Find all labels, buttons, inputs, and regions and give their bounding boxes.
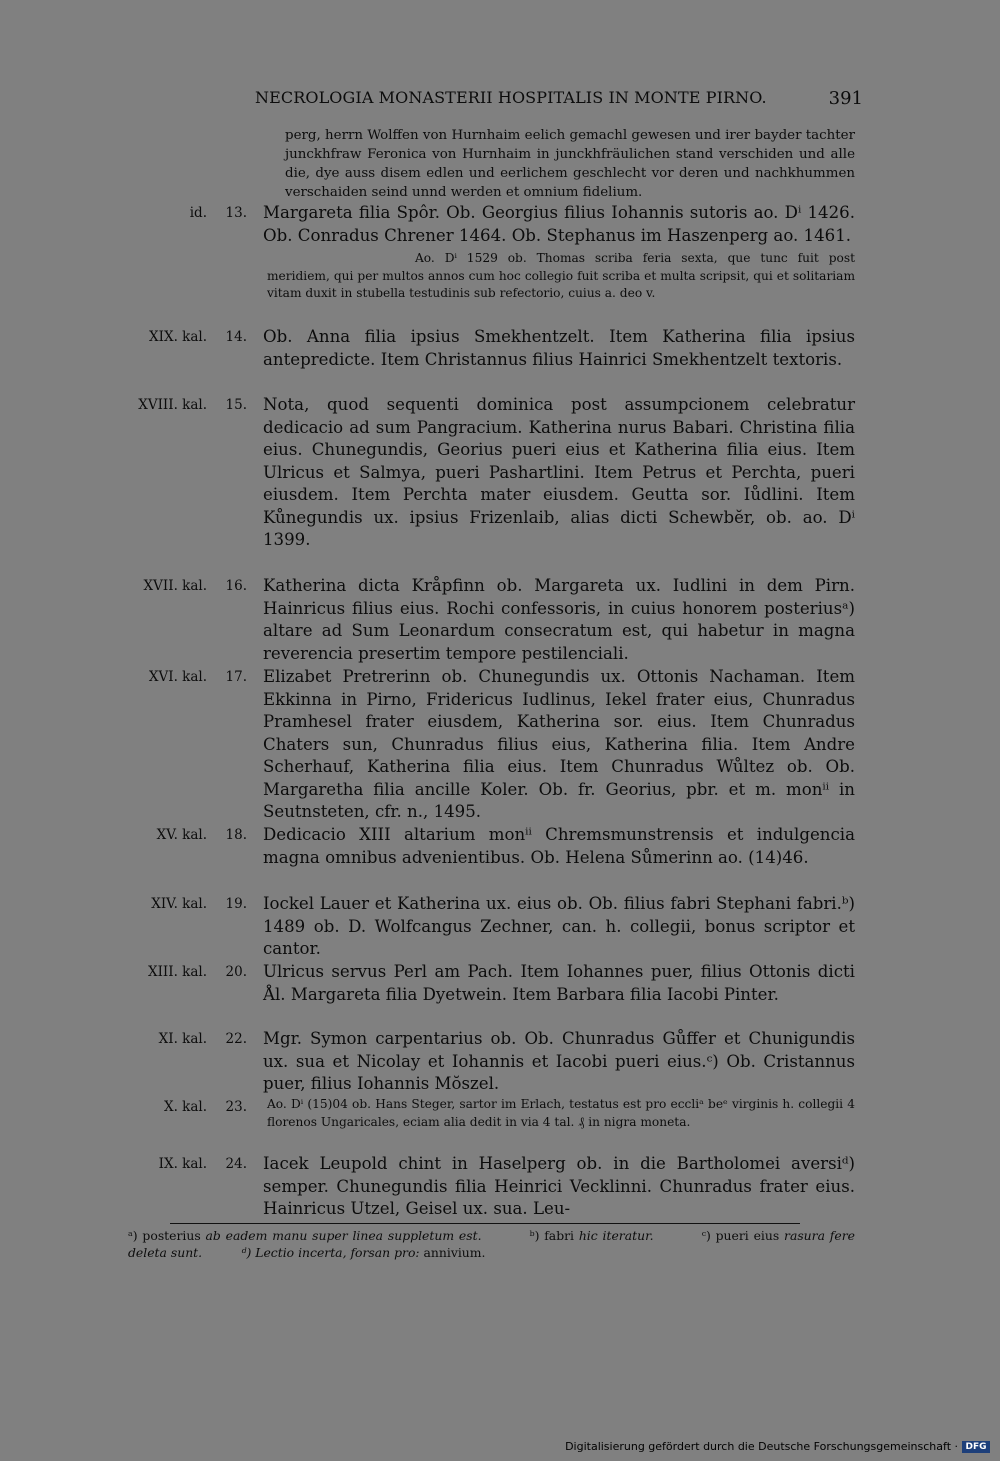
entry-day: 19. <box>225 896 247 912</box>
entry-date: XI. kal. <box>158 1031 207 1047</box>
footnote-d: annivium. <box>423 1245 486 1260</box>
entry-date: XVIII. kal. <box>138 397 207 413</box>
entry-small-text: Ao. Dⁱ 1529 ob. Thomas scriba feria sexta, que tunc fuit post meridiem, qui per multos annos cum hoc collegio fuit scriba et multa scripsit, qui et solitariam vitam duxit in stubella testudinis sub refectorio, cuius a. deo v. <box>267 251 855 300</box>
entry-day: 16. <box>225 578 247 594</box>
entry-day: 18. <box>225 827 247 843</box>
entry-text: Mgr. Symon carpentarius ob. Ob. Chunradus Gůffer et Chunigundis ux. sua et Nicolay et Iohannis et Iacobi pueri eius.ᶜ) Ob. Cristannus puer, filius Iohannis Mŏszel. <box>263 1029 855 1093</box>
entry-text: Nota, quod sequenti dominica post assumpcionem celebratur dedicacio ad sum Pangracium. Katherina nurus Babari. Christina filia eius. Chunegundis, Georius pueri eius et Katherina filia eius. Item Ulricus et Salmya, pueri Pashartlini. Item Petrus et Perchta, pueri eiusdem. Item Perchta mater eiusdem. Geutta sor. Iůdlini. Item Kůnegundis ux. ipsius Frizenlaib, alias dicti Schewbĕr, ob. ao. Dⁱ 1399. <box>263 395 855 549</box>
entry-text: Katherina dicta Kråpfinn ob. Margareta ux. Iudlini in dem Pirn. Hainricus filius eius. Rochi confessoris, in cuius honorem posteriusᵃ) altare ad Sum Leonardum consecratum est, qui habetur in magna reverencia presertim tempore pestilenciali. <box>263 576 855 663</box>
entry-day: 22. <box>225 1031 247 1047</box>
entry-date: XV. kal. <box>156 827 207 843</box>
entry-text: Ob. Anna filia ipsius Smekhentzelt. Item Katherina filia ipsius antepredicte. Item Christannus filius Hainrici Smekhentzelt textoris. <box>263 327 855 369</box>
entry-text: Dedicacio XIII altarium monⁱⁱ Chremsmunstrensis et indulgencia magna omnibus advenientibus. Ob. Helena Sůmerinn ao. (14)46. <box>263 825 855 867</box>
page-number: 391 <box>828 88 863 109</box>
credit-text: Digitalisierung gefördert durch die Deutsche Forschungsgemeinschaft · <box>565 1440 958 1453</box>
entry-text: Elizabet Pretrerinn ob. Chunegundis ux. Ottonis Nachaman. Item Ekkinna in Pirno, Fridericus Iudlinus, Iekel frater eius, Chunradus Pramhesel frater eiusdem, Katherina sor. eius. Item Chunradus Chaters sun, Chunradus filius eius, Katherina filia. Item Andre Scherhauf, Katherina filia eius. Item Chunradus Wůltez ob. Ob. Margaretha filia ancille Koler. Ob. fr. Georius, pbr. et m. monⁱⁱ in Seutnsteten, cfr. n., 1495. <box>263 667 855 821</box>
entry-small-text: Ao. Dⁱ (15)04 ob. Hans Steger, sartor im Erlach, testatus est pro eccliᵃ beᵉ virginis h. collegii 4 florenos Ungaricales, eciam alia dedit in via 4 tal. ₰ in nigra moneta. <box>267 1097 855 1129</box>
entry-day: 20. <box>225 964 247 980</box>
entry-text: Iacek Leupold chint in Haselperg ob. in die Bartholomei aversiᵈ) semper. Chunegundis filia Heinrici Vecklinni. Chunradus frater eius. Hainricus Utzel, Geisel ux. sua. Leu- <box>263 1154 855 1218</box>
page-header <box>255 88 863 112</box>
entry-day: 13. <box>225 205 247 221</box>
entry-date: XVI. kal. <box>148 669 207 685</box>
footnote-c-note: rasura fere deleta sunt. <box>128 1228 855 1260</box>
entry-day: 14. <box>225 329 247 345</box>
digitization-credit <box>565 1440 990 1453</box>
footnote-b-note: hic iteratur. <box>578 1228 654 1243</box>
footnote-rule <box>170 1223 800 1224</box>
footnote-a-note: ab eadem manu super linea suppletum est. <box>205 1228 482 1243</box>
entry-day: 24. <box>225 1156 247 1172</box>
entry-day: 23. <box>225 1099 247 1115</box>
footnotes <box>128 1227 855 1261</box>
footnote-d-note: ᵈ) Lectio incerta, forsan pro: <box>241 1245 420 1260</box>
entry-text: Ulricus servus Perl am Pach. Item Iohannes puer, filius Ottonis dicti Ål. Margareta filia Dyetwein. Item Barbara filia Iacobi Pinter. <box>263 962 855 1004</box>
entry-text: Iockel Lauer et Katherina ux. eius ob. Ob. filius fabri Stephani fabri.ᵇ) 1489 ob. D. Wolfcangus Zechner, can. h. collegii, bonus scriptor et cantor. <box>263 894 855 958</box>
entry-day: 15. <box>225 397 247 413</box>
dfg-logo-icon: DFG <box>962 1441 990 1453</box>
entry-text: Margareta filia Spôr. Ob. Georgius filius Iohannis sutoris ao. Dⁱ 1426. Ob. Conradus Chrener 1464. Ob. Stephanus im Haszenperg ao. 1461. <box>263 203 855 245</box>
footnote-a: ᵃ) posterius <box>128 1228 201 1243</box>
entry-date: XIX. kal. <box>149 329 207 345</box>
continuation-paragraph: perg, herrn Wolffen von Hurnhaim eelich gemachl gewesen und irer bayder tachter junckhfraw Feronica von Hurnhaim in junckhfräulichen stand verschiden und alle die, dye auss disem edlen und eerlichem geschlecht vor deren und nachkhummen verschaiden seind unnd werden et omnium fidelium. <box>285 128 855 200</box>
entry-date: id. <box>189 205 207 221</box>
entry-day: 17. <box>225 669 247 685</box>
running-title: NECROLOGIA MONASTERII HOSPITALIS IN MONTE PIRNO. <box>255 88 767 107</box>
entry-date: IX. kal. <box>158 1156 207 1172</box>
footnote-c: ᶜ) pueri eius <box>701 1228 780 1243</box>
entry-date: XIII. kal. <box>147 964 207 980</box>
footnote-b: ᵇ) fabri <box>529 1228 575 1243</box>
entry-date: XIV. kal. <box>151 896 207 912</box>
entry-date: XVII. kal. <box>143 578 207 594</box>
entry-date: X. kal. <box>163 1099 207 1115</box>
